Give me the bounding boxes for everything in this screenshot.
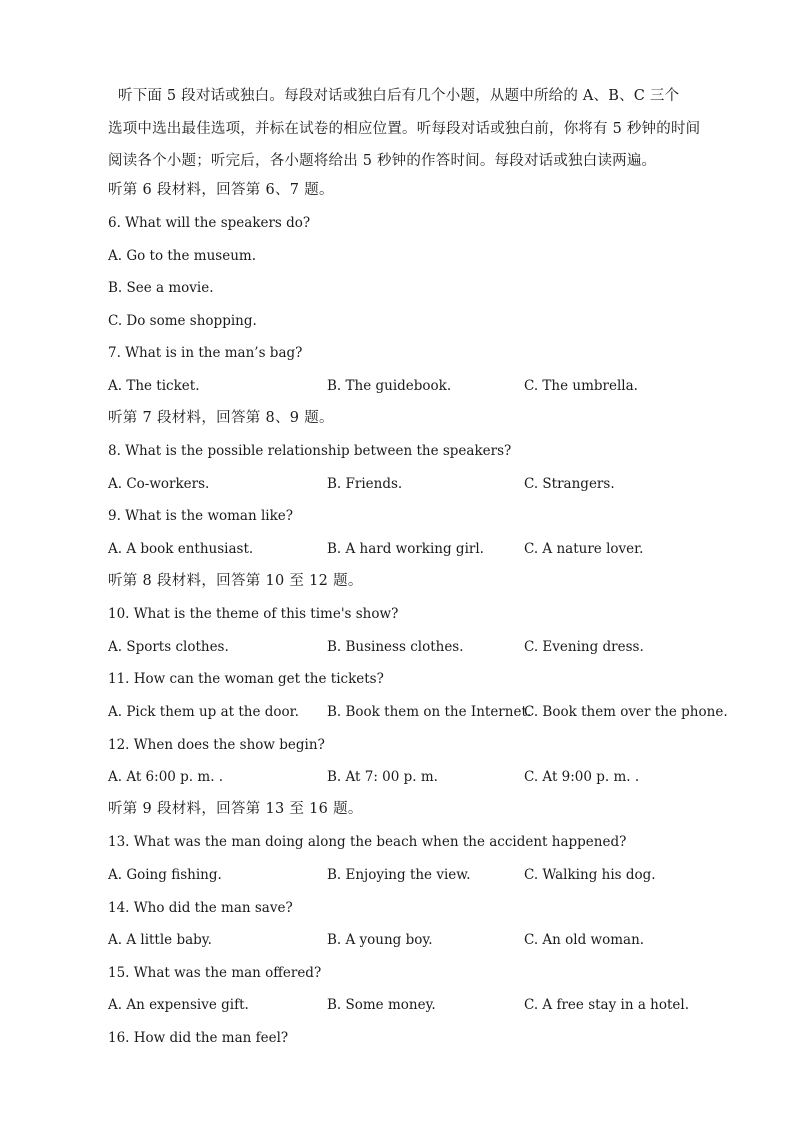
answer-option: C. Walking his dog. xyxy=(524,867,656,883)
answer-option: C. Strangers. xyxy=(524,476,615,492)
answer-option: B. Friends. xyxy=(327,476,403,492)
question-stem: 8. What is the possible relationship between the speakers? xyxy=(108,443,512,459)
option-row xyxy=(108,865,728,885)
answer-option: B. A hard working girl. xyxy=(327,541,484,557)
answer-option: B. Enjoying the view. xyxy=(327,867,471,883)
answer-option: A. An expensive gift. xyxy=(108,997,249,1013)
option-row xyxy=(108,376,728,396)
answer-option: A. A book enthusiast. xyxy=(108,541,254,557)
option-row xyxy=(108,637,728,657)
instruction-line: 听下面 5 段对话或独白。每段对话或独白后有几个小题，从题中所给的 A、B、C 三个 xyxy=(118,88,680,104)
question-stem: 13. What was the man doing along the beach when the accident happened? xyxy=(108,834,627,850)
answer-option: C. Book them over the phone. xyxy=(524,704,728,720)
section-heading: 听第 7 段材料，回答第 8、9 题。 xyxy=(108,410,334,426)
answer-option: C. The umbrella. xyxy=(524,378,638,394)
answer-option: B. Business clothes. xyxy=(327,639,464,655)
answer-option: B. See a movie. xyxy=(108,280,214,296)
answer-option: B. The guidebook. xyxy=(327,378,452,394)
answer-option: A. At 6:00 p. m. . xyxy=(108,769,224,785)
section-heading: 听第 9 段材料，回答第 13 至 16 题。 xyxy=(108,801,363,817)
answer-option: B. A young boy. xyxy=(327,932,433,948)
listening-instructions xyxy=(108,80,720,178)
section-heading: 听第 8 段材料，回答第 10 至 12 题。 xyxy=(108,573,363,589)
question-stem: 14. Who did the man save? xyxy=(108,900,293,916)
question-stem: 12. When does the show begin? xyxy=(108,737,325,753)
answer-option: B. At 7: 00 p. m. xyxy=(327,769,438,785)
answer-option: A. Co-workers. xyxy=(108,476,210,492)
instruction-line: 选项中选出最佳选项，并标在试卷的相应位置。听每段对话或独白前，你将有 5 秒钟的时间 xyxy=(108,120,701,137)
question-stem: 7. What is in the man’s bag? xyxy=(108,345,303,361)
answer-option: A. Sports clothes. xyxy=(108,639,229,655)
option-row xyxy=(108,767,728,787)
answer-option: C. A nature lover. xyxy=(524,541,644,557)
question-stem: 9. What is the woman like? xyxy=(108,508,294,524)
question-stem: 11. How can the woman get the tickets? xyxy=(108,671,384,687)
option-row xyxy=(108,474,728,494)
answer-option: B. Some money. xyxy=(327,997,436,1013)
answer-option: C. A free stay in a hotel. xyxy=(524,997,689,1013)
option-row xyxy=(108,930,728,950)
instruction-line: 阅读各个小题；听完后，各小题将给出 5 秒钟的作答时间。每段对话或独白读两遍。 xyxy=(108,153,657,169)
option-row xyxy=(108,702,728,722)
answer-option: C. Do some shopping. xyxy=(108,313,257,329)
answer-option: C. An old woman. xyxy=(524,932,645,948)
section-heading: 听第 6 段材料，回答第 6、7 题。 xyxy=(108,182,334,198)
option-row xyxy=(108,539,728,559)
question-stem: 6. What will the speakers do? xyxy=(108,215,311,231)
option-row xyxy=(108,995,728,1015)
answer-option: C. Evening dress. xyxy=(524,639,644,655)
question-stem: 15. What was the man offered? xyxy=(108,965,322,981)
answer-option: C. At 9:00 p. m. . xyxy=(524,769,640,785)
answer-option: A. Going fishing. xyxy=(108,867,222,883)
answer-option: A. A little baby. xyxy=(108,932,212,948)
answer-option: A. The ticket. xyxy=(108,378,200,394)
question-stem: 10. What is the theme of this time's show? xyxy=(108,606,399,622)
answer-option: A. Pick them up at the door. xyxy=(108,704,299,720)
question-stem: 16. How did the man feel? xyxy=(108,1030,289,1046)
answer-option: B. Book them on the Internet. xyxy=(327,704,532,720)
answer-option: A. Go to the museum. xyxy=(108,248,256,264)
